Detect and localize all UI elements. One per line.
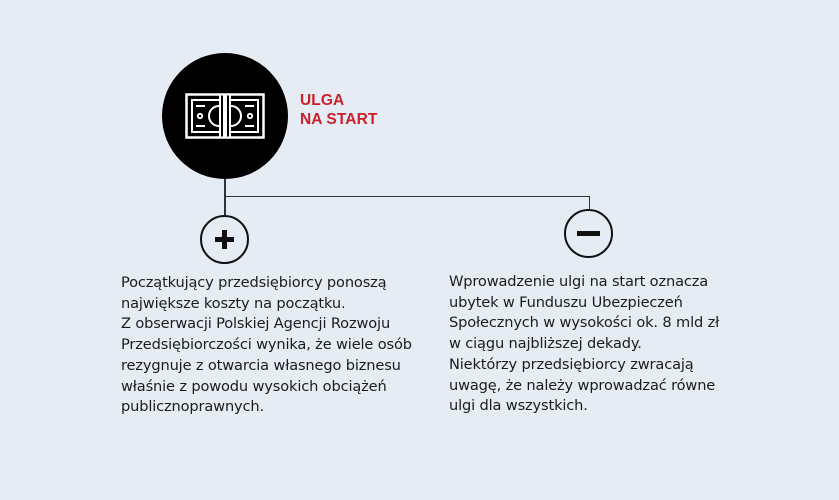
pros-line: Przedsiębiorczości wynika, że wiele osób bbox=[121, 336, 412, 354]
plus-circle bbox=[200, 215, 249, 264]
title-line-1: ULGA bbox=[300, 92, 345, 109]
title-line-2: NA START bbox=[300, 111, 378, 128]
money-banknote-icon bbox=[185, 93, 265, 139]
cons-line: ulgi dla wszystkich. bbox=[449, 397, 588, 415]
connector-vertical-right bbox=[589, 196, 591, 210]
pros-line: właśnie z powodu wysokich obciążeń bbox=[121, 377, 387, 395]
cons-line: Wprowadzenie ulgi na start oznacza bbox=[449, 273, 709, 290]
pros-line: największe koszty na początku. bbox=[121, 294, 346, 312]
minus-circle bbox=[564, 209, 613, 258]
page-title bbox=[300, 91, 377, 129]
pros-line: Z obserwacji Polskiej Agencji Rozwoju bbox=[121, 315, 391, 333]
pros-line: publicznoprawnych. bbox=[121, 398, 264, 416]
cons-line: Społecznych w wysokości ok. 8 mld zł bbox=[449, 314, 720, 332]
pros-line: rezygnuje z otwarcia własnego biznesu bbox=[121, 356, 401, 374]
cons-line: Niektórzy przedsiębiorcy zwracają bbox=[449, 355, 694, 373]
connector-vertical-main bbox=[224, 179, 226, 215]
cons-line: ubytek w Funduszu Ubezpieczeń bbox=[449, 293, 683, 311]
pros-line: Początkujący przedsiębiorcy ponoszą bbox=[121, 274, 387, 291]
connector-horizontal bbox=[224, 196, 590, 198]
minus-icon bbox=[566, 211, 611, 256]
cons-line: uwagę, że należy wprowadzać równe bbox=[449, 376, 716, 394]
plus-icon bbox=[202, 217, 247, 262]
cons-line: w ciągu najbliższej dekady. bbox=[449, 335, 642, 353]
cons-text bbox=[449, 272, 719, 417]
pros-text bbox=[121, 273, 412, 418]
